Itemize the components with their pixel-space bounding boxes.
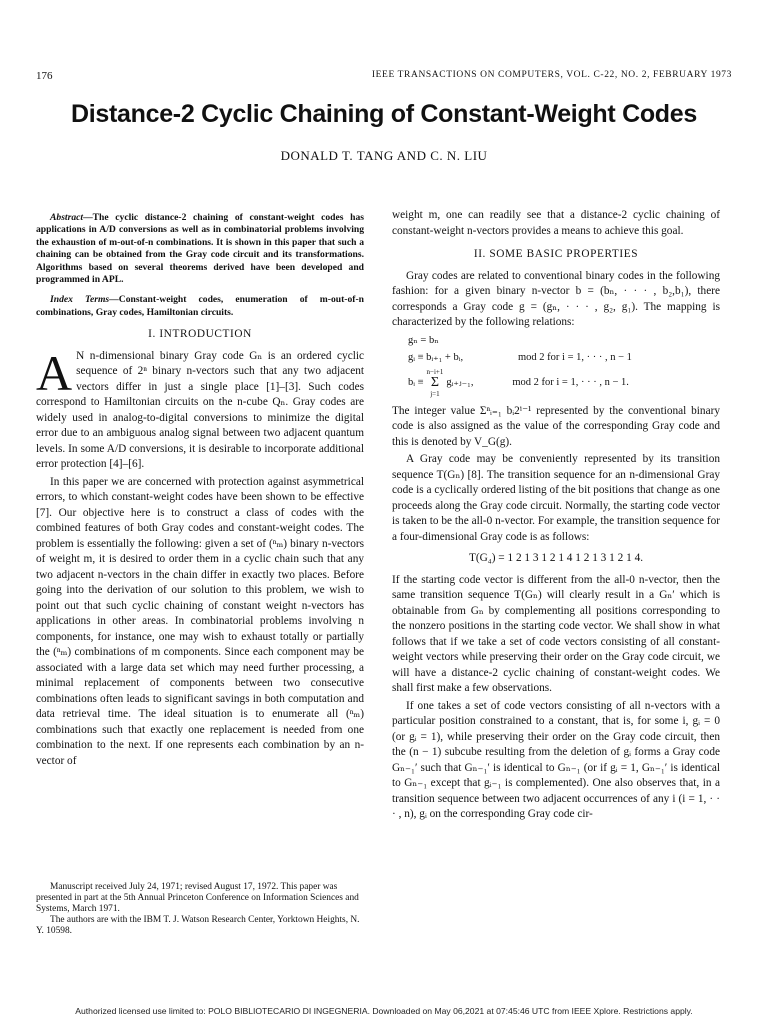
intro-paragraph-1-text: N n-dimensional binary Gray code Gₙ is an ordered cyclic sequence of 2ⁿ binary n-vectors such that any two adjacent vectors differ in just a single place [1]–[3]. Such codes correspond to Hamiltonian circuits on the n-cube Qₙ. Gray codes are widely used in analog-to-digital conversions to minimize the digital error due to an ambiguous analog signal between two adjacent quantum levels. In some A/D conversions, it is desirable to incorporate additional error protection [4]–[6]. (36, 349, 364, 471)
transition-sequence-equation: T(G₄) = 1 2 1 3 1 2 1 4 1 2 1 3 1 2 1 4. (468, 552, 644, 564)
page-number: 176 (36, 70, 53, 82)
right-paragraph-2: The integer value Σⁿᵢ₌₁ bᵢ2ⁱ⁻¹ represented by the conventional binary code is also assigned as the value of the corresponding Gray code and this is denoted by V_G(g). (392, 404, 720, 448)
right-column (392, 208, 720, 825)
footnote-affiliation: The authors are with the IBM T. J. Watson Research Center, Yorktown Heights, N. Y. 10598. (36, 915, 360, 936)
equation-2-right: mod 2 for i = 1, · · · , n − 1 (518, 352, 632, 363)
section-heading-basic-properties: II. SOME BASIC PROPERTIES (473, 248, 639, 260)
drop-cap: A (36, 344, 73, 401)
right-paragraph-0: weight m, one can readily see that a distance-2 cyclic chaining of constant-weight n-vectors provides a means to achieve this goal. (392, 209, 720, 237)
abstract-label: Abstract (50, 212, 84, 223)
index-terms-label: Index Terms (50, 294, 110, 306)
equation-3-left: bᵢ ≡ (408, 376, 424, 388)
section-heading-introduction: I. INTRODUCTION (148, 328, 252, 341)
sigma-glyph: Σ (430, 374, 440, 390)
equation-2 (392, 350, 720, 366)
right-paragraph-3: A Gray code may be conveniently represented by its transition sequence T(Gₙ) [8]. The transition sequence for an n-dimensional Gray code is a cyclically ordered listing of the bit positions that change as one proceeds along the Gray code circuit. Normally, the starting code vector is taken to be the all-0 n-vector. For example, the transition sequence for a four-dimensional Gray code is as follows: (392, 453, 720, 543)
abstract (36, 212, 364, 286)
intro-paragraph-2: In this paper we are concerned with protection against asymmetrical errors, to which constant-weight codes have been shown to be effective [7]. Our objective here is to construct a class of codes with the combined features of both Gray codes and constant-weight codes. The problem is essentially the following: given a set of (ⁿₘ) binary n-vectors of weight m, it is desired to order them in a cyclic chain such that any two adjacent n-vectors in the chain differ in exactly two places. Before going into the derivation of our solution to this problem, we wish to point out that such cyclic chaining of constant weight n-vectors has applications in other areas. In combinatorial problems involving n components, for instance, one may wish to exhaust totally or partially the (ⁿₘ) combinations of m components. Since each component may be associated with a large data set which may need further processing, a minimal replacement of components between two consecutive combinations often leads to significant savings in both computation and data retrieval time. The ideal situation is to enumerate all (ⁿₘ) combinations such that exactly one replacement is needed from one combination to the next. If one represents each combination by an n-vector of (36, 475, 364, 767)
footnote (36, 882, 364, 937)
equation-3-right: mod 2 for i = 1, · · · , n − 1. (512, 376, 629, 388)
equation-1 (392, 333, 720, 349)
right-paragraph-4: If the starting code vector is different from the all-0 n-vector, then the same transition sequence T(Gₙ) will clearly result in a Gₙ′ which is obtainable from Gₙ by complementing all positions corresponding to the nonzero positions in the starting code vector. We shall show in what follows that if we take a set of code vectors consisting of all constant-weight vectors while preserving their order on the Gray code circuit, we will have a distance-2 cyclic chaining of constant-weight codes. We shall first make a few observations. (392, 573, 720, 694)
equation-3-term: gᵢ₊ⱼ₋₁, (446, 376, 474, 388)
equation-3 (392, 368, 720, 398)
footnote-manuscript: Manuscript received July 24, 1971; revised August 17, 1972. This paper was presented in part at the 5th Annual Princeton Conference on Information Sciences and Systems, March 1971. (36, 882, 359, 914)
paper-title: Distance-2 Cyclic Chaining of Constant-Weight Codes (71, 100, 697, 128)
journal-header: IEEE TRANSACTIONS ON COMPUTERS, VOL. C-22, NO. 2, FEBRUARY 1973 (371, 70, 732, 80)
right-paragraph-5: If one takes a set of code vectors consisting of all n-vectors with a particular position constrained to a constant, that is, for some i, gᵢ = 0 (or gᵢ = 1), while preserving their order on the Gray code circuit, then the (n − 1) subcube resulting from the deletion of gᵢ forms a Gray code Gₙ₋₁′ such that Gₙ₋₁′ is identical to Gₙ₋₁ (or if gᵢ = 1, Gₙ₋₁′ is identical to Gₙ₋₁ except that gᵢ₋₁ is complemented). One also observes that, in a transition sequence between two adjacent occurrences of any i (i = 1, · · · , n), gᵢ on the corresponding Gray code cir- (392, 699, 720, 820)
right-paragraph-1: Gray codes are related to conventional binary codes in the following fashion: for a given binary n-vector b = (bₙ, · · · , b₂,b₁), there corresponds a Gray code g = (gₙ, · · · , g₂, g₁). The mapping is characterized by the following relations: (392, 269, 720, 328)
index-terms-text: —Constant-weight codes, enumeration of m-out-of-n combinations, Gray codes, Hamiltonian circuits. (36, 294, 364, 318)
equation-1-left: gₙ = bₙ (408, 334, 439, 346)
summation-lower-limit: j=1 (430, 389, 440, 398)
authorization-notice: Authorized licensed use limited to: POLO BIBLIOTECARIO DI INGEGNERIA. Downloaded on May 06,2021 at 07:45:46 UTC from IEEE Xplore. Restrictions apply. (75, 1006, 693, 1016)
index-terms (36, 294, 364, 319)
left-column (36, 212, 364, 771)
intro-paragraph-1 (36, 344, 364, 473)
equation-2-left: gᵢ ≡ bᵢ₊₁ + bᵢ, (408, 352, 464, 363)
summation-upper-limit: n−i+1 (426, 367, 444, 376)
abstract-text: —The cyclic distance-2 chaining of constant-weight codes has applications in A/D conversions as well as in combinatorial problems involving the exhaustion of m-out-of-n combinations. It is shown in this paper that such a chaining can be obtained from the Gray code circuit and its transformations. Algorithms based on several theorems derived have been developed and programmed in APL. (36, 212, 364, 286)
authors: DONALD T. TANG AND C. N. LIU (280, 148, 488, 163)
summation-symbol (427, 368, 444, 398)
